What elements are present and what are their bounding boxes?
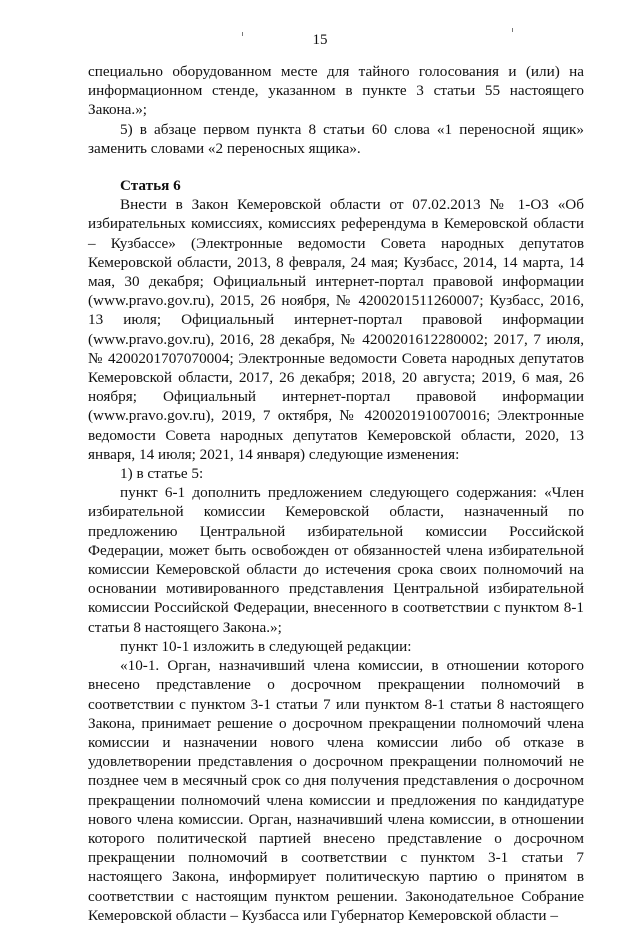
article-heading: Статья 6 [120,177,181,195]
paragraph-article-intro: Внести в Закон Кемеровской области от 07.02.2013 № 1-ОЗ «Об избирательных комиссиях, комиссиях референдума в Кемеровской области – Кузбассе» (Электронные ведомости Совета народных депутатов Кемеровской области, 2013, 8 февраля, 24 мая; Кузбасс, 2014, 14 марта, 14 мая, 30 декабря; Официальный интернет-портал правовой информации (www.pravo.gov.ru), 2015, 26 ноября, № 4200201511260007; Кузбасс, 2016, 13 июля; Официальный интернет-портал правовой информации (www.pravo.gov.ru), 2016, 28 декабря, № 4200201612280002; 2017, 7 июля, № 4200201707070004; Электронные ведомости Совета народных депутатов Кемеровской области, 2017, 26 декабря; 2018, 20 августа; 2019, 6 мая, 26 ноября; Официальный интернет-портал правовой информации (www.pravo.gov.ru), 2019, 7 октября, № 4200201910070016; Электронные ведомости Совета народных депутатов Кемеровской области, 2020, 13 января, 14 июля; 2021, 14 января) следующие изменения: [88,196,584,463]
paragraph-point-6-1: пункт 6-1 дополнить предложением следующего содержания: «Член избирательной комиссии Кемеровской области, назначенный по предложению Центральной избирательной комиссии Российской Федерации, может быть освобожден от обязанностей члена избирательной комиссии Кемеровской области до истечения срока своих полномочий на основании мотивированного представления Центральной избирательной комиссии Российской Федерации, внесенного в соответствии с пунктом 8-1 статьи 8 настоящего Закона.»; [88,484,584,636]
paragraph-item-5: 5) в абзаце первом пункта 8 статьи 60 слова «1 переносной ящик» заменить словами «2 переносных ящика». [88,120,584,157]
paragraph-continuation: специально оборудованном месте для тайного голосования и (или) на информационном стенде, указанном в пункте 3 статьи 55 настоящего Закона.»; [88,63,584,119]
paragraph-point-10-1-intro: пункт 10-1 изложить в следующей редакции: [120,637,412,655]
paragraph-item-1: 1) в статье 5: [120,465,204,483]
document-body [88,62,584,925]
paragraph-point-10-1-text: «10-1. Орган, назначивший члена комиссии, в отношении которого внесено представление о досрочном прекращении полномочий в соответствии с пунктом 3-1 статьи 7 или пунктом 8-1 статьи 8 настоящего Закона, принимает решение о досрочном прекращении полномочий члена комиссии и назначении нового члена комиссии либо об отказе в удовлетворении представления о досрочном прекращении полномочий не позднее чем в месячный срок со дня получения представления о досрочном прекращении полномочий члена комиссии и предложения по кандидатуре нового члена комиссии. Орган, назначивший члена комиссии, в отношении которого политической партией внесено представление о досрочном прекращении полномочий в соответствии с пунктом 3-1 статьи 7 настоящего Закона, информирует политическую партию о принятом в соответствии с настоящим пунктом решении. Законодательное Собрание Кемеровской области – Кузбасса или Губернатор Кемеровской области – [88,657,584,924]
page-number: 15 [312,32,328,48]
